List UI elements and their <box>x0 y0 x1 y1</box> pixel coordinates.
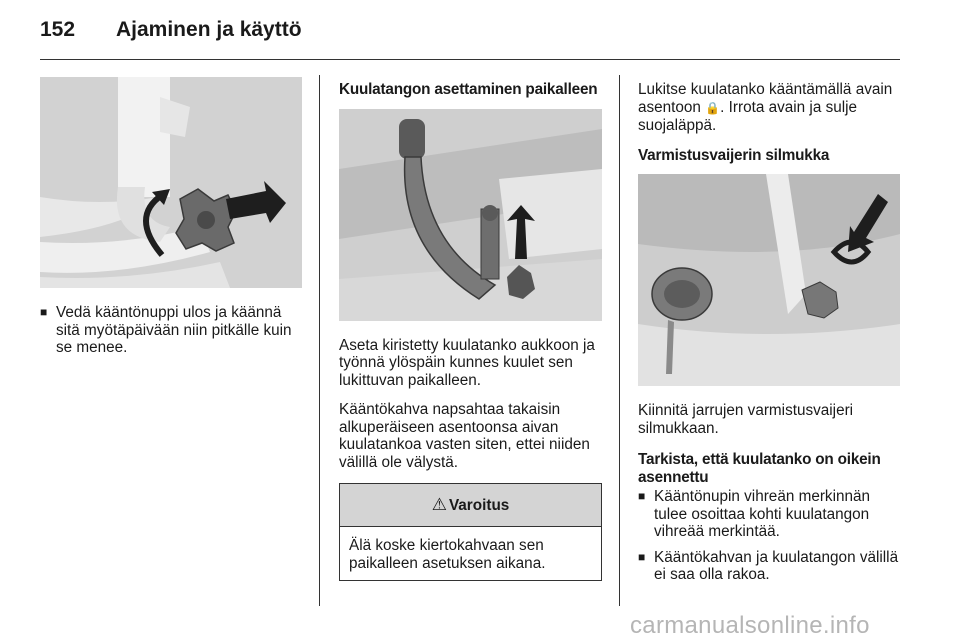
paragraph-text: . Irrota avain ja sulje suojaläppä. <box>638 98 858 134</box>
list-item <box>638 549 900 584</box>
watermark-url: carmanualsonline.info <box>630 612 870 639</box>
column-divider <box>319 75 320 606</box>
lock-icon: 🔒 <box>705 100 721 115</box>
body-paragraph: Kääntökahva napsahtaa takaisin alkuperäiseen asentoonsa aivan kuulatankoa vasten siten, ettei niiden välillä ole välystä. <box>339 401 590 471</box>
warning-header <box>340 484 601 527</box>
towbar-knob-rotate-illustration-icon <box>40 77 302 288</box>
towbar-insert-figure <box>339 109 602 321</box>
column-3 <box>638 81 900 592</box>
warning-triangle-icon: ⚠ <box>431 495 447 514</box>
body-paragraph: Kiinnitä jarrujen varmistusvaijeri silmukkaan. <box>638 402 854 437</box>
page-number: 152 <box>40 18 76 41</box>
chapter-title: Ajaminen ja käyttö <box>116 18 302 41</box>
section-heading: Tarkista, että kuulatanko on oikein asennettu <box>638 451 881 486</box>
column-1 <box>40 77 302 365</box>
bullet-mark: ■ <box>638 489 646 503</box>
towbar-knob-figure <box>40 77 302 288</box>
bullet-text: Vedä kääntönuppi ulos ja käännä sitä myötäpäivään niin pitkälle kuin se menee. <box>56 304 292 356</box>
list-item <box>40 304 302 357</box>
towbar-insert-illustration-icon <box>339 109 602 321</box>
body-paragraph: Aseta kiristetty kuulatanko aukkoon ja työnnä ylöspäin kunnes kuulet sen lukittuvan paikalleen. <box>339 336 595 389</box>
safety-cable-eyelet-illustration-icon <box>638 174 900 386</box>
bullet-mark: ■ <box>40 305 48 319</box>
section-heading: Varmistusvaijerin silmukka <box>638 146 830 164</box>
body-paragraph <box>638 81 900 135</box>
header-rule <box>40 59 900 60</box>
warning-title: Varoitus <box>448 497 510 514</box>
column-divider <box>619 75 620 606</box>
section-heading: Kuulatangon asettaminen paikalleen <box>339 81 598 98</box>
warning-box <box>339 483 602 581</box>
list-item <box>638 488 900 541</box>
bullet-text: Kääntönupin vihreän merkinnän tulee osoittaa kohti kuulatangon vihreää merkintää. <box>654 488 871 540</box>
column-2 <box>339 81 602 581</box>
bullet-mark: ■ <box>638 549 646 564</box>
bullet-text: Kääntökahvan ja kuulatangon välillä ei saa olla rakoa. <box>654 548 899 583</box>
warning-text: Älä koske kiertokahvaan sen paikalleen asetuksen aikana. <box>349 537 546 572</box>
safety-cable-eyelet-figure <box>638 174 900 386</box>
paragraph-text: Lukitse kuulatanko kääntämällä avain asentoon <box>638 81 893 116</box>
